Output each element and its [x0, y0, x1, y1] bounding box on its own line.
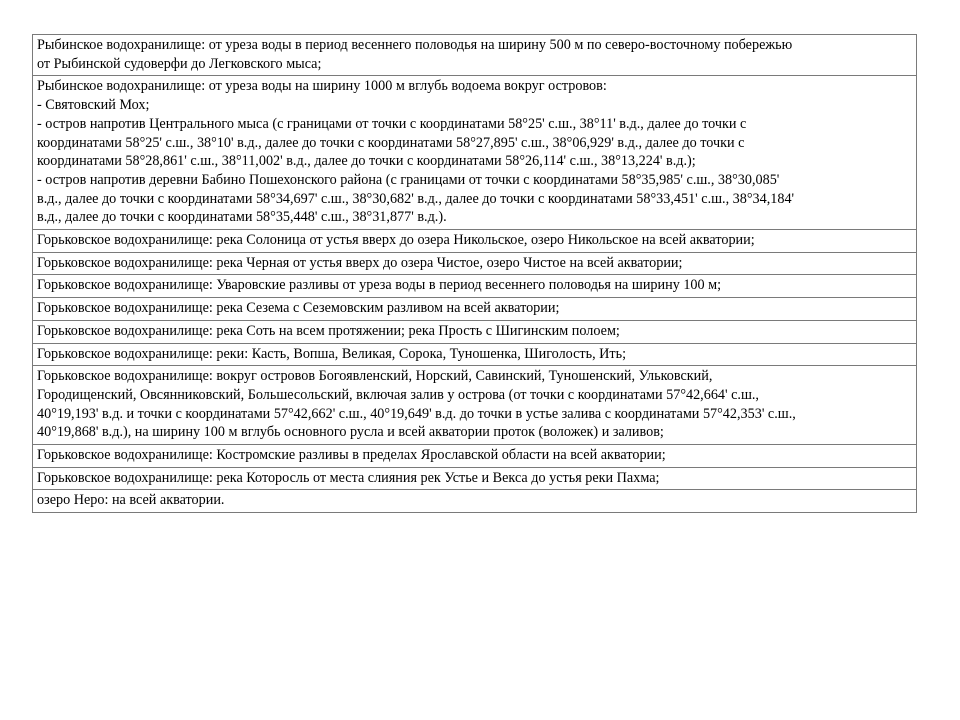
text-line: 40°19,193' в.д. и точки с координатами 57°42,662' с.ш., 40°19,649' в.д. до точки в устье залива с координатами 57°42,353' с.ш., [37, 405, 796, 422]
text-line: Горьковское водохранилище: Уваровские разливы от уреза воды в период весеннего половодья на ширину 100 м; [37, 277, 722, 294]
table-row [33, 467, 917, 490]
text-line: - остров напротив деревни Бабино Пошехонского района (с границами от точки с координатами 58°35,985' с.ш., 38°30,085' [37, 171, 780, 188]
text-line: Горьковское водохранилище: река Соть на всем протяжении; река Прость с Шигинским полоем; [37, 322, 620, 339]
table-row [33, 343, 917, 366]
table-cell [33, 445, 917, 468]
text-line: координатами 58°28,861' с.ш., 38°11,002' в.д., далее до точки с координатами 58°26,114' с.ш., 38°13,224' в.д.); [37, 153, 696, 170]
table-row [33, 252, 917, 275]
table-row [33, 445, 917, 468]
text-line: Горьковское водохранилище: Костромские разливы в пределах Ярославской области на всей акватории; [37, 447, 666, 464]
table-row [33, 366, 917, 445]
text-line: озеро Неро: на всей акватории. [37, 492, 225, 509]
table-row [33, 35, 917, 76]
table-cell [33, 76, 917, 230]
text-line: Горьковское водохранилище: река Черная от устья вверх до озера Чистое, озеро Чистое на всей акватории; [37, 254, 683, 271]
text-line: Горьковское водохранилище: река Сезема с Сеземовским разливом на всей акватории; [37, 300, 560, 317]
text-line: Горьковское водохранилище: реки: Касть, Вопша, Великая, Сорока, Туношенка, Шиголость, Ить; [37, 345, 627, 362]
table-cell [33, 343, 917, 366]
table-cell [33, 366, 917, 445]
table-row [33, 320, 917, 343]
table-cell [33, 320, 917, 343]
table-row [33, 490, 917, 513]
text-line: Рыбинское водохранилище: от уреза воды на ширину 1000 м вглубь водоема вокруг островов: [37, 78, 607, 95]
text-line: Городищенский, Овсянниковский, Большесольский, включая залив у острова (от точки с координатами 57°42,664' с.ш., [37, 386, 759, 403]
document-table [32, 34, 917, 513]
table-row [33, 230, 917, 253]
table-cell [33, 298, 917, 321]
table-row [33, 76, 917, 230]
document-table-body [33, 35, 917, 513]
text-line: Горьковское водохранилище: вокруг островов Богоявленский, Норский, Савинский, Туношенский, Ульковский, [37, 368, 713, 385]
table-cell [33, 490, 917, 513]
text-line: Горьковское водохранилище: река Которосль от места слияния рек Устье и Векса до устья реки Пахма; [37, 469, 660, 486]
text-line: координатами 58°25' с.ш., 38°10' в.д., далее до точки с координатами 58°27,895' с.ш., 38°06,929' в.д., далее до точки с [37, 134, 745, 151]
table-cell [33, 275, 917, 298]
text-line: от Рыбинской судоверфи до Легковского мыса; [37, 55, 322, 72]
text-line: Горьковское водохранилище: река Солоница от устья вверх до озера Никольское, озеро Никольское на всей акватории; [37, 232, 755, 249]
table-cell [33, 252, 917, 275]
table-row [33, 275, 917, 298]
table-cell [33, 467, 917, 490]
text-line: 40°19,868' в.д.), на ширину 100 м вглубь основного русла и всей акватории проток (воложек) и заливов; [37, 424, 664, 441]
table-cell [33, 230, 917, 253]
table-row [33, 298, 917, 321]
table-cell [33, 35, 917, 76]
text-line: в.д., далее до точки с координатами 58°34,697' с.ш., 38°30,682' в.д., далее до точки с координатами 58°33,451' с.ш., 38°34,184' [37, 190, 795, 207]
text-line: Рыбинское водохранилище: от уреза воды в период весеннего половодья на ширину 500 м по северо-восточному побережью [37, 37, 793, 53]
text-line: в.д., далее до точки с координатами 58°35,448' с.ш., 38°31,877' в.д.). [37, 209, 447, 226]
text-line: - Святовский Мох; [37, 97, 150, 114]
text-line: - остров напротив Центрального мыса (с границами от точки с координатами 58°25' с.ш., 38°11' в.д., далее до точки с [37, 115, 747, 132]
